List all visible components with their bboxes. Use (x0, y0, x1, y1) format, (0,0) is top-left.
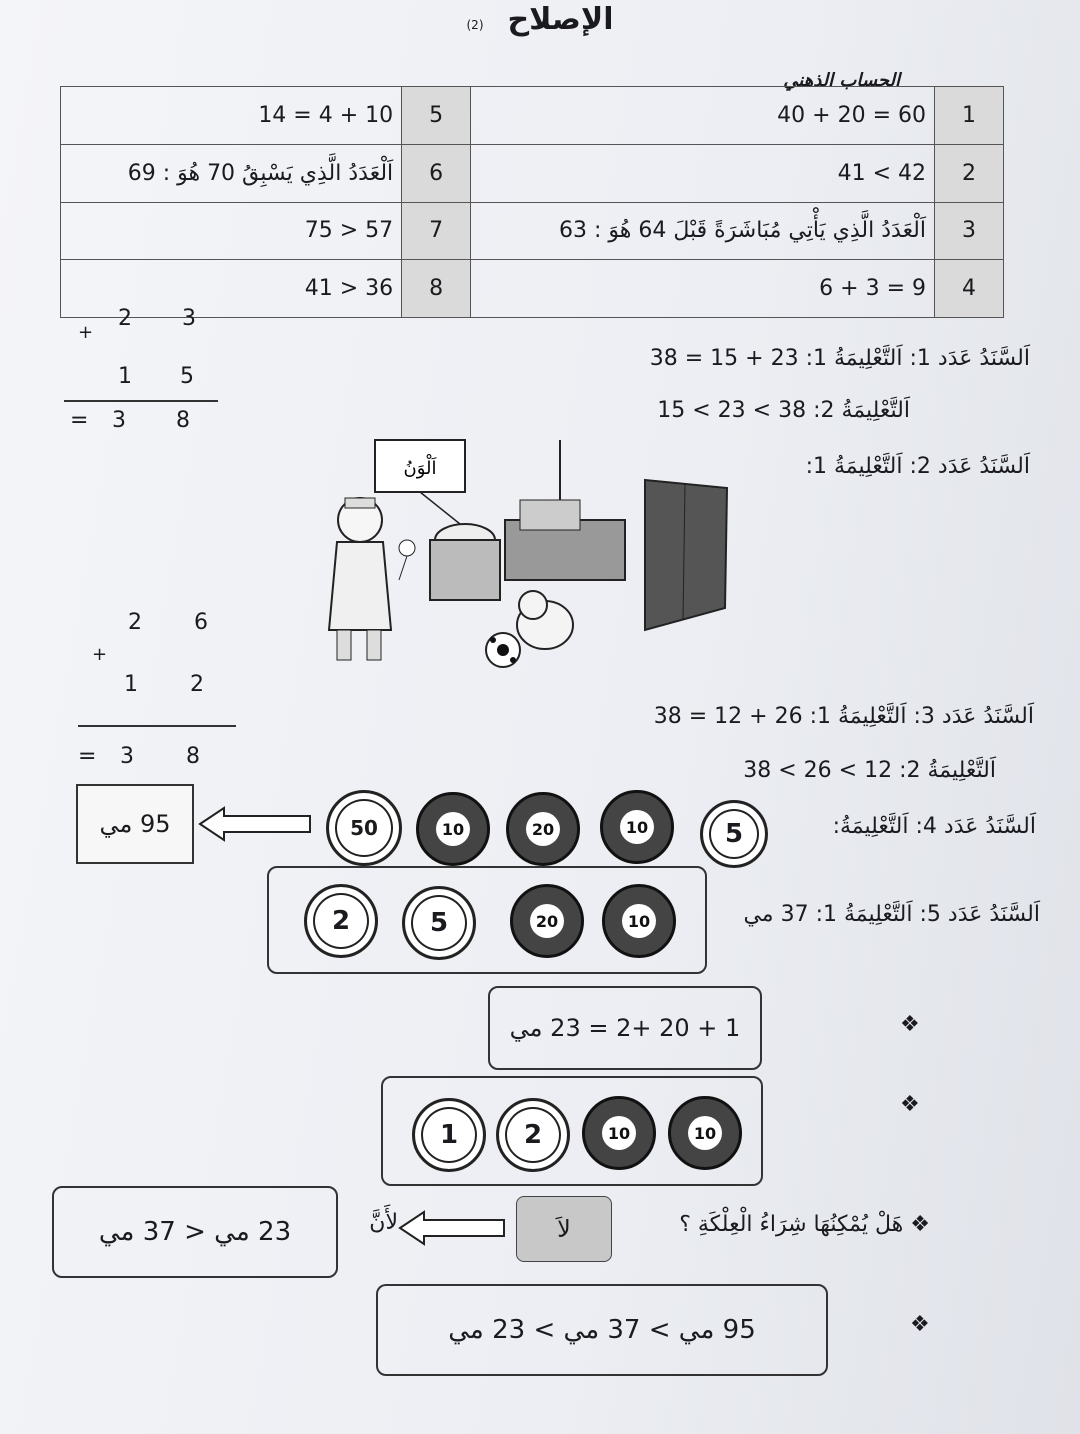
digit: 5 (180, 364, 194, 389)
sum-line (78, 725, 236, 727)
bullet-icon: ❖ (900, 1012, 920, 1037)
section-title-mental-math: الحساب الذهني (783, 70, 900, 91)
digit: 2 (128, 610, 142, 635)
bullet-icon: ❖ (910, 1212, 930, 1237)
arrow-left-icon (198, 806, 314, 842)
plus-sign: + (92, 644, 108, 665)
cell-left-number: 5 (402, 87, 471, 145)
exercise-2-line-1: اَلسَّنَدُ عَدَد 2: اَلتَّعْلِيمَةُ 1: (805, 454, 1030, 479)
digit: 2 (118, 306, 132, 331)
coin-5: 5 (402, 886, 476, 960)
cell-right-number: 2 (935, 144, 1004, 202)
girl-figure (329, 498, 415, 660)
final-comparison-box: 95 مي > 37 مي > 23 مي (376, 1284, 828, 1376)
exercise-4-line-1: اَلسَّنَدُ عَدَد 4: اَلتَّعْلِيمَةُ: (832, 814, 1036, 839)
exercise-1-line-2: اَلتَّعْلِيمَةُ 2: 38 > 23 > 15 (657, 398, 910, 423)
coin-2: 2 (496, 1098, 570, 1172)
coin-20: 20 (506, 792, 580, 866)
digit: 1 (124, 672, 138, 697)
cell-left-expression: 75 > 57 (61, 202, 402, 260)
wardrobe-figure (645, 480, 727, 630)
cell-right-number: 3 (935, 202, 1004, 260)
coin-10: 10 (416, 792, 490, 866)
coin-1: 1 (412, 1098, 486, 1172)
mental-math-table (60, 86, 1004, 318)
cell-right-expression: 42 > 41 (471, 144, 935, 202)
digit: 1 (118, 364, 132, 389)
plus-sign: + (78, 322, 94, 343)
digit: 6 (194, 610, 208, 635)
digit: 8 (176, 408, 190, 433)
cell-right-expression: 9 = 3 + 6 (471, 260, 935, 318)
table-row (61, 202, 1004, 260)
digit: 3 (182, 306, 196, 331)
color-label-text: اَلْوَنُ (403, 458, 437, 479)
arrow-left-icon (398, 1210, 508, 1246)
room-illustration (315, 430, 735, 680)
cell-right-number: 1 (935, 87, 1004, 145)
cell-right-expression: 60 = 20 + 40 (471, 87, 935, 145)
digit: 8 (186, 744, 200, 769)
cell-left-expression: 14 = 4 + 10 (61, 87, 402, 145)
digit: 3 (112, 408, 126, 433)
ball-figure (486, 633, 520, 667)
exercise-3-line-2: اَلتَّعْلِيمَةُ 2: 12 > 26 > 38 (743, 758, 996, 783)
total-money-box: 95 مي (76, 784, 194, 864)
sum-line (64, 400, 218, 402)
sum-box: 1 + 20 +2 = 23 مي (488, 986, 762, 1070)
exercise-1-line-1: اَلسَّنَدُ عَدَد 1: اَلتَّعْلِيمَةُ 1: 23 + 15 = 38 (649, 346, 1030, 371)
cell-left-number: 6 (402, 144, 471, 202)
table-row (61, 87, 1004, 145)
coin-20: 20 (510, 884, 584, 958)
equals-sign: = (70, 408, 89, 433)
cell-left-expression: 41 > 36 (61, 260, 402, 318)
exercise-5-line-1: اَلسَّنَدُ عَدَد 5: اَلتَّعْلِيمَةُ 1: 37 مي (743, 902, 1040, 927)
cell-right-number: 4 (935, 260, 1004, 318)
page-title: الإصلاح(2) (466, 2, 614, 37)
cell-right-expression: اَلْعَدَدُ الَّذِي يَأْتِي مُبَاشَرَةً قَبْلَ 64 هُوَ : 63 (471, 202, 935, 260)
answer-box: لاَ (516, 1196, 612, 1262)
equals-sign: = (78, 744, 97, 769)
bullet-icon: ❖ (900, 1092, 920, 1117)
bullet-icon: ❖ (910, 1312, 930, 1337)
reason-box: 23 مي < 37 مي (52, 1186, 338, 1278)
coin-10: 10 (600, 790, 674, 864)
digit: 2 (190, 672, 204, 697)
coin-10: 10 (582, 1096, 656, 1170)
digit: 3 (120, 744, 134, 769)
cat-figure (517, 591, 573, 649)
exercise-3-line-1: اَلسَّنَدُ عَدَد 3: اَلتَّعْلِيمَةُ 1: 26 + 12 = 38 (653, 704, 1034, 729)
question-line (620, 1212, 930, 1237)
coin-10: 10 (668, 1096, 742, 1170)
because-text: لأَنَّ (369, 1210, 398, 1235)
table-row (61, 260, 1004, 318)
table-row (61, 144, 1004, 202)
question-text: هَلْ يُمْكِنُهَا شِرَاءُ الْعِلْكَةِ ؟ (679, 1212, 904, 1237)
coin-10: 10 (602, 884, 676, 958)
coin-5: 5 (700, 800, 768, 868)
coin-2: 2 (304, 884, 378, 958)
cell-left-number: 7 (402, 202, 471, 260)
cell-left-expression: اَلْعَدَدُ الَّذِي يَسْبِقُ 70 هُوَ : 69 (61, 144, 402, 202)
cell-left-number: 8 (402, 260, 471, 318)
coin-50: 50 (326, 790, 402, 866)
